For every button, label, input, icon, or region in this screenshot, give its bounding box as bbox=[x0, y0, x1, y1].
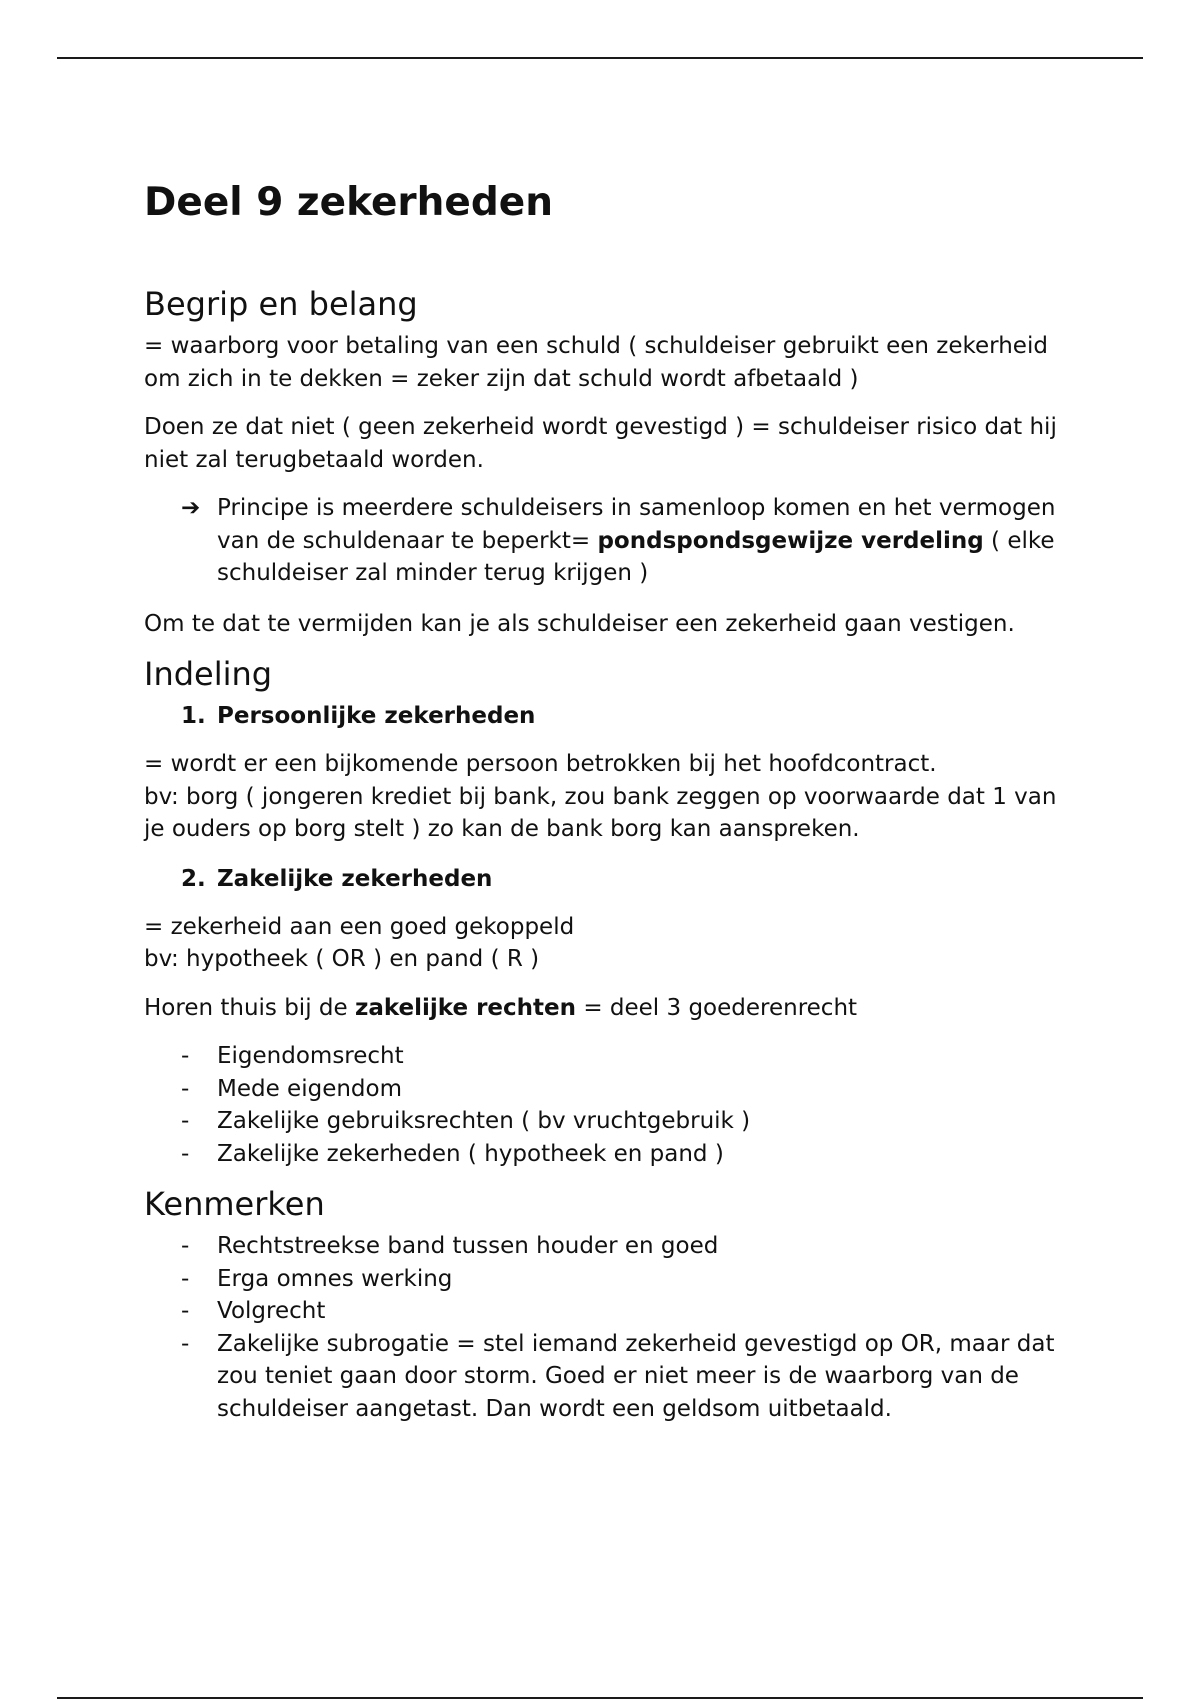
list-item bbox=[144, 1138, 1064, 1171]
subheading-number: 2. bbox=[181, 865, 206, 892]
persoonlijke-line-1: = wordt er een bijkomende persoon betrokken bij het hoofdcontract. bbox=[144, 751, 937, 777]
arrow-list bbox=[144, 492, 1064, 590]
zakelijke-rechten-list bbox=[144, 1040, 1064, 1170]
arrow-text-after: ( elke schuldeiser zal minder terug krijgen ) bbox=[217, 527, 1055, 586]
dash-marker: - bbox=[181, 1298, 190, 1324]
subheading-title: Persoonlijke zekerheden bbox=[217, 703, 536, 729]
list-item-text: Zakelijke subrogatie = stel iemand zekerheid gevestigd op OR, maar dat zou teniet gaan door storm. Goed er niet meer is de waarborg van de schuldeiser aangetast. Dan wordt een geldsom uitbetaald. bbox=[217, 1330, 1055, 1422]
heading-kenmerken: Kenmerken bbox=[144, 1185, 325, 1223]
kenmerken-list bbox=[144, 1230, 1064, 1425]
list-item-text: Rechtstreekse band tussen houder en goed bbox=[217, 1233, 719, 1259]
list-item-text: Zakelijke gebruiksrechten ( bv vruchtgebruik ) bbox=[217, 1108, 751, 1134]
arrow-list-item bbox=[144, 492, 1064, 590]
list-item bbox=[144, 1263, 1064, 1296]
list-item bbox=[144, 1105, 1064, 1138]
dash-marker: - bbox=[181, 1108, 190, 1134]
document-body bbox=[144, 178, 1064, 1425]
list-item-text: Eigendomsrecht bbox=[217, 1043, 404, 1069]
subheading-persoonlijke bbox=[144, 700, 1064, 732]
dash-marker: - bbox=[181, 1140, 190, 1167]
zakelijke-line-1: = zekerheid aan een goed gekoppeld bbox=[144, 913, 575, 940]
top-rule bbox=[57, 57, 1143, 59]
persoonlijke-line-2: bv: borg ( jongeren krediet bij bank, zou bank zeggen op voorwaarde dat 1 van je ouders op borg stelt ) zo kan de bank borg kan aanspreken. bbox=[144, 783, 1057, 842]
list-item-text: Erga omnes werking bbox=[217, 1265, 453, 1292]
horen-text-after: = deel 3 goederenrecht bbox=[576, 994, 858, 1021]
horen-thuis-paragraph bbox=[144, 992, 1064, 1025]
list-item-text: Volgrecht bbox=[217, 1298, 326, 1324]
list-item bbox=[144, 1073, 1064, 1106]
list-item bbox=[144, 1230, 1064, 1263]
dash-marker: - bbox=[181, 1265, 190, 1292]
bottom-rule bbox=[57, 1697, 1143, 1699]
dash-marker: - bbox=[181, 1043, 190, 1069]
list-item bbox=[144, 1328, 1064, 1426]
arrow-text-before: Principe is meerdere schuldeisers in samenloop komen en het vermogen van de schuldenaar te beperkt= bbox=[217, 495, 1056, 554]
begrip-paragraph-2: Doen ze dat niet ( geen zekerheid wordt gevestigd ) = schuldeiser risico dat hij niet zal terugbetaald worden. bbox=[144, 414, 1057, 473]
dash-marker: - bbox=[181, 1330, 190, 1357]
subheading-zakelijke bbox=[144, 863, 1064, 895]
begrip-paragraph-3: Om te dat te vermijden kan je als schuldeiser een zekerheid gaan vestigen. bbox=[144, 610, 1015, 637]
subheading-title: Zakelijke zekerheden bbox=[217, 865, 493, 892]
heading-indeling: Indeling bbox=[144, 655, 273, 693]
list-item bbox=[144, 1040, 1064, 1073]
subheading-number: 1. bbox=[181, 703, 206, 729]
arrow-right-icon: ➔ bbox=[181, 495, 201, 521]
begrip-paragraph-1: = waarborg voor betaling van een schuld ( schuldeiser gebruikt een zekerheid om zich in te dekken = zeker zijn dat schuld wordt afbetaald ) bbox=[144, 333, 1048, 392]
zakelijke-line-2: bv: hypotheek ( OR ) en pand ( R ) bbox=[144, 946, 540, 972]
heading-begrip: Begrip en belang bbox=[144, 285, 418, 323]
list-item-text: Mede eigendom bbox=[217, 1075, 402, 1102]
page-title: Deel 9 zekerheden bbox=[144, 180, 554, 225]
dash-marker: - bbox=[181, 1233, 190, 1259]
list-item bbox=[144, 1295, 1064, 1328]
list-item-text: Zakelijke zekerheden ( hypotheek en pand ) bbox=[217, 1140, 724, 1167]
horen-text-before: Horen thuis bij de bbox=[144, 994, 355, 1021]
dash-marker: - bbox=[181, 1075, 190, 1102]
arrow-text-bold: pondspondsgewijze verdeling bbox=[597, 527, 984, 554]
horen-text-bold: zakelijke rechten bbox=[354, 994, 577, 1021]
